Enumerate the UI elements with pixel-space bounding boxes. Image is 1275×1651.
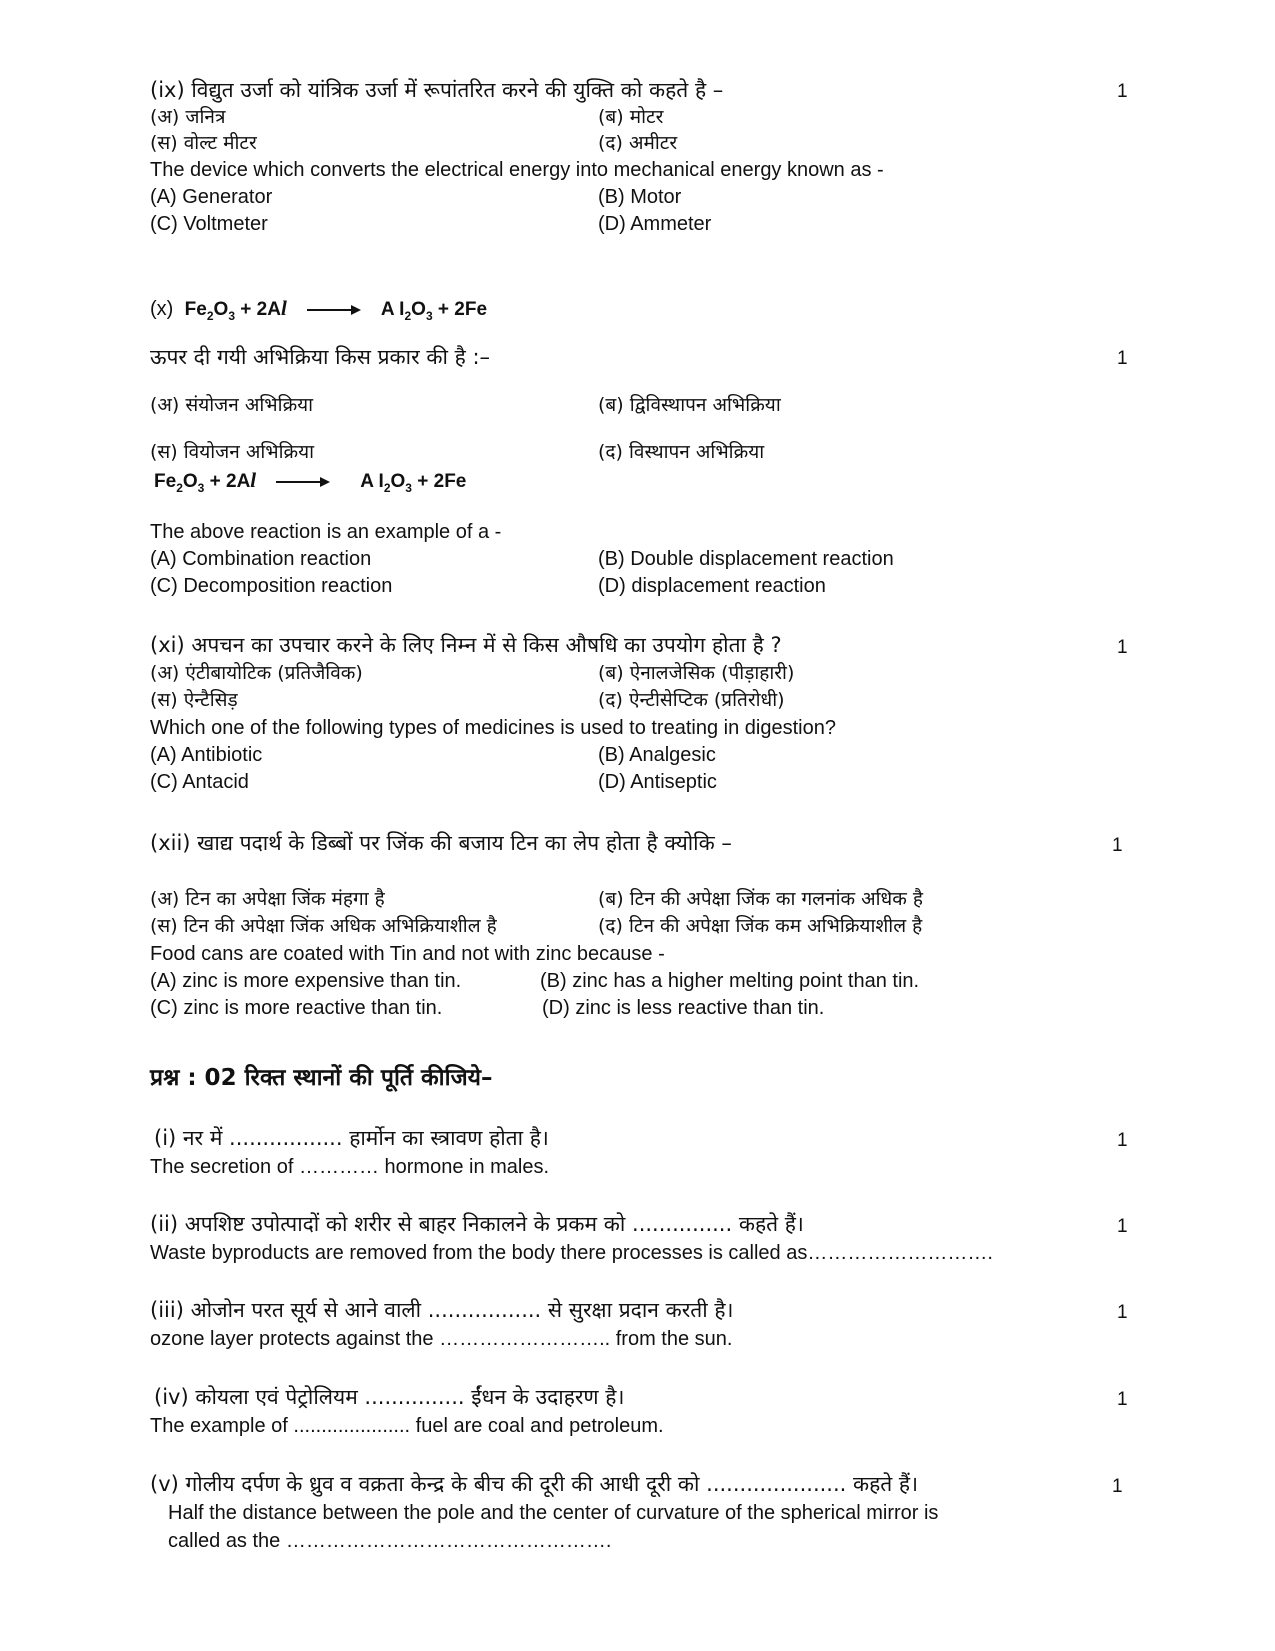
q10-reaction-equation	[150, 296, 487, 328]
q9-english-option-a: (A) Generator	[150, 186, 273, 208]
fill-2-english: Waste byproducts are removed from the body there processes is called as……………………….	[150, 1242, 993, 1264]
fill-4-hindi: (iv) कोयला एवं पेट्रोलियम ............... ईंधन के उदाहरण है।	[154, 1385, 625, 1409]
fill-5-english-line-1: Half the distance between the pole and the center of curvature of the spherical mirror is	[168, 1502, 939, 1524]
q11-hindi-option-a: (अ) एंटीबायोटिक (प्रतिजैविक)	[150, 662, 363, 684]
q10-marks: 1	[1117, 348, 1128, 369]
fill-4-english: The example of ..................... fuel are coal and petroleum.	[150, 1415, 664, 1437]
q12-english-option-c: (C) zinc is more reactive than tin.	[150, 997, 443, 1019]
fill-1-marks: 1	[1117, 1130, 1128, 1151]
q10-products: A $I_2O_3 + 2Fe$	[380, 299, 488, 323]
q11-english-option-c: (C) Antacid	[150, 771, 249, 793]
q9-hindi-option-c: (स) वोल्ट मीटर	[150, 132, 257, 154]
q9-english-option-c: (C) Voltmeter	[150, 213, 268, 235]
q11-marks: 1	[1117, 637, 1128, 658]
q9-marks: 1	[1117, 81, 1128, 102]
q10-english-option-d: (D) displacement reaction	[598, 575, 826, 597]
q9-hindi-question: (ix) विद्युत उर्जा को यांत्रिक उर्जा में रूपांतरित करने की युक्ति को कहते है –	[150, 78, 724, 102]
reaction-arrow-icon	[276, 476, 330, 488]
q12-english-option-d: (D) zinc is less reactive than tin.	[542, 997, 825, 1019]
reaction-arrow-icon	[307, 304, 361, 316]
q10-hindi-option-b: (ब) द्विविस्थापन अभिक्रिया	[598, 394, 781, 416]
q10-reactants: $Fe_2O_3 + 2Al$	[184, 296, 287, 323]
q10-english-option-c: (C) Decomposition reaction	[150, 575, 393, 597]
q9-english-option-d: (D) Ammeter	[598, 213, 712, 235]
fill-5-marks: 1	[1112, 1476, 1123, 1497]
section-2-heading: प्रश्न : 02 रिक्त स्थानों की पूर्ति कीजिये–	[150, 1065, 493, 1091]
fill-5-hindi: (v) गोलीय दर्पण के ध्रुव व वक्रता केन्द्र के बीच की दूरी की आधी दूरी को ..................... कहते हैं।	[150, 1472, 919, 1496]
q10-english-option-b: (B) Double displacement reaction	[598, 548, 894, 570]
fill-3-english: ozone layer protects against the …………………….. from the sun.	[150, 1328, 733, 1350]
q12-hindi-option-d: (द) टिन की अपेक्षा जिंक कम अभिक्रियाशील है	[598, 915, 923, 937]
q10-hindi-option-d: (द) विस्थापन अभिक्रिया	[598, 441, 765, 463]
q9-english-question: The device which converts the electrical energy into mechanical energy known as -	[150, 159, 884, 181]
q12-english-question: Food cans are coated with Tin and not with zinc because -	[150, 943, 665, 965]
q11-hindi-question: (xi) अपचन का उपचार करने के लिए निम्न में से किस औषधि का उपयोग होता है ?	[150, 633, 782, 657]
q12-hindi-question: (xii) खाद्य पदार्थ के डिब्बों पर जिंक की बजाय टिन का लेप होता है क्योकि –	[150, 831, 732, 855]
fill-1-hindi: (i) नर में ................. हार्मोन का स्त्रावण होता है।	[154, 1126, 549, 1150]
q10-label: (x)	[150, 298, 174, 320]
q10-hindi-question: ऊपर दी गयी अभिक्रिया किस प्रकार की है :–	[150, 345, 491, 369]
q9-english-option-b: (B) Motor	[598, 186, 682, 208]
q10-english-question: The above reaction is an example of a -	[150, 521, 502, 543]
q11-hindi-option-b: (ब) ऐनालजेसिक (पीड़ाहारी)	[598, 662, 795, 684]
q11-hindi-option-c: (स) ऐन्टैसिड़	[150, 689, 238, 711]
q10-reaction-equation-repeat: $Fe_2O_3 + 2Al$ A $I_2O_3 + 2Fe$	[154, 468, 467, 495]
q9-hindi-option-b: (ब) मोटर	[598, 106, 664, 128]
fill-5-english-line-2: called as the ………………………………………….	[168, 1530, 612, 1552]
q11-hindi-option-d: (द) ऐन्टीसेप्टिक (प्रतिरोधी)	[598, 689, 785, 711]
fill-2-hindi: (ii) अपशिष्ट उपोत्पादों को शरीर से बाहर निकालने के प्रकम को ............... कहते हैं।	[150, 1212, 804, 1236]
q12-hindi-option-a: (अ) टिन का अपेक्षा जिंक मंहगा है	[150, 888, 385, 910]
fill-3-hindi: (iii) ओजोन परत सूर्य से आने वाली ................. से सुरक्षा प्रदान करती है।	[150, 1298, 734, 1322]
q11-english-option-b: (B) Analgesic	[598, 744, 716, 766]
fill-1-english: The secretion of ………… hormone in males.	[150, 1156, 550, 1178]
q12-marks: 1	[1112, 835, 1123, 856]
q11-english-question: Which one of the following types of medicines is used to treating in digestion?	[150, 717, 836, 739]
fill-3-marks: 1	[1117, 1302, 1128, 1323]
q12-hindi-option-b: (ब) टिन की अपेक्षा जिंक का गलनांक अधिक है	[598, 888, 923, 910]
fill-4-marks: 1	[1117, 1389, 1128, 1410]
q10-hindi-option-c: (स) वियोजन अभिक्रिया	[150, 441, 315, 463]
q10-english-option-a: (A) Combination reaction	[150, 548, 372, 570]
q12-hindi-option-c: (स) टिन की अपेक्षा जिंक अधिक अभिक्रियाशील है	[150, 915, 497, 937]
q9-hindi-option-a: (अ) जनित्र	[150, 106, 226, 128]
q11-english-option-d: (D) Antiseptic	[598, 771, 717, 793]
q9-hindi-option-d: (द) अमीटर	[598, 132, 678, 154]
q11-english-option-a: (A) Antibiotic	[150, 744, 263, 766]
fill-2-marks: 1	[1117, 1216, 1128, 1237]
q12-english-option-a: (A) zinc is more expensive than tin.	[150, 970, 462, 992]
q12-english-option-b: (B) zinc has a higher melting point than tin.	[540, 970, 920, 992]
q10-hindi-option-a: (अ) संयोजन अभिक्रिया	[150, 394, 314, 416]
